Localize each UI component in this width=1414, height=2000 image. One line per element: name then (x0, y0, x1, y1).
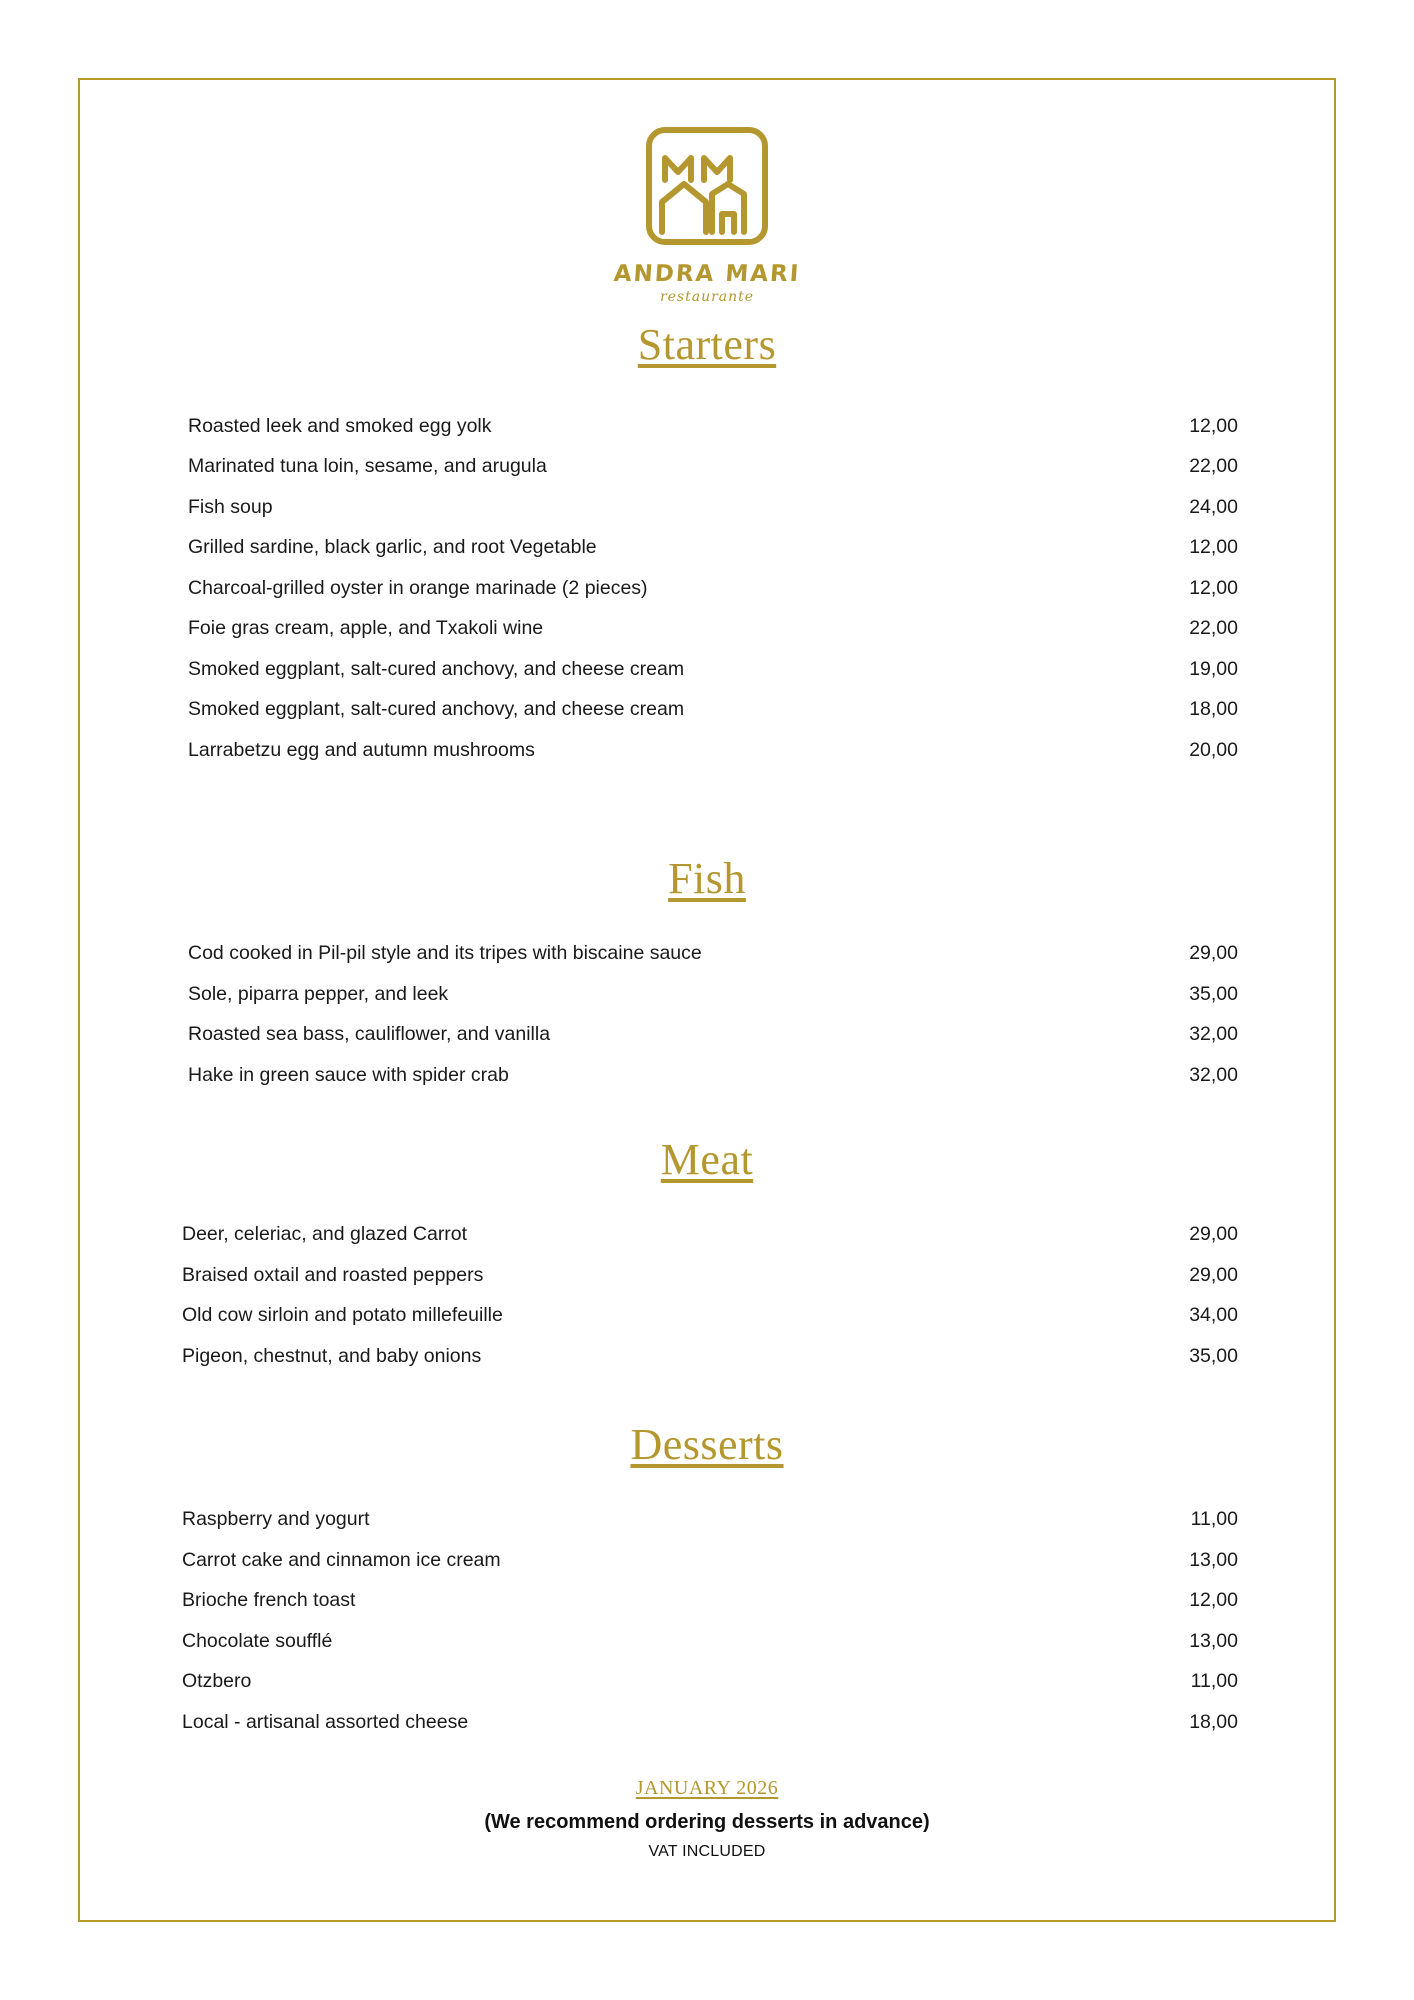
menu-item-name: Chocolate soufflé (182, 1629, 333, 1652)
menu-item-price: 18,00 (1189, 1710, 1238, 1733)
menu-item (174, 406, 1240, 447)
section-title-starters: Starters (637, 320, 777, 369)
menu-item-price: 22,00 (1189, 455, 1238, 477)
menu-item (174, 649, 1240, 690)
menu-item (174, 1621, 1240, 1662)
menu-list-meat (174, 1215, 1240, 1377)
menu-item-name: Sole, piparra pepper, and leek (188, 982, 449, 1005)
menu-item (174, 1500, 1240, 1541)
menu-item (174, 447, 1240, 488)
menu-item (174, 487, 1240, 528)
menu-item-name: Foie gras cream, apple, and Txakoli wine (188, 617, 544, 639)
menu-item-price: 32,00 (1189, 1023, 1238, 1045)
menu-item-price: 12,00 (1189, 1589, 1238, 1611)
menu-item-name: Smoked eggplant, salt-cured anchovy, and cheese cream (188, 698, 685, 720)
menu-item-price: 32,00 (1189, 1063, 1238, 1086)
menu-item-price: 13,00 (1189, 1629, 1238, 1652)
section-title-fish: Fish (668, 853, 746, 903)
menu-item-price: 12,00 (1189, 536, 1238, 558)
menu-item-name: Braised oxtail and roasted peppers (182, 1263, 484, 1286)
menu-item-price: 29,00 (1189, 942, 1238, 964)
menu-item-name: Smoked eggplant, salt-cured anchovy, and cheese cream (188, 657, 685, 680)
menu-item (174, 1540, 1240, 1581)
menu-item-price: 11,00 (1190, 1508, 1238, 1530)
menu-item-price: 34,00 (1189, 1304, 1238, 1326)
menu-item-name: Old cow sirloin and potato millefeuille (182, 1304, 503, 1326)
menu-item-name: Deer, celeriac, and glazed Carrot (182, 1223, 468, 1245)
menu-item-price: 29,00 (1189, 1223, 1238, 1245)
menu-item-name: Local - artisanal assorted cheese (182, 1710, 469, 1733)
menu-content (78, 78, 1336, 1922)
menu-item-price: 35,00 (1189, 1344, 1238, 1367)
menu-item-name: Pigeon, chestnut, and baby onions (182, 1344, 482, 1367)
vat-note: VAT INCLUDED (648, 1842, 766, 1860)
menu-item (174, 528, 1240, 569)
menu-item-name: Cod cooked in Pil-pil style and its tripes with biscaine sauce (188, 942, 702, 964)
menu-item (174, 974, 1240, 1015)
menu-item (174, 568, 1240, 609)
menu-item-name: Roasted leek and smoked egg yolk (188, 414, 492, 437)
section-title-meat: Meat (660, 1134, 754, 1184)
menu-item (174, 1662, 1240, 1703)
menu-item (174, 934, 1240, 975)
menu-list-starters (174, 406, 1240, 771)
menu-item-price: 11,00 (1190, 1670, 1238, 1692)
brand-name: ANDRA MARI (612, 261, 802, 287)
menu-list-fish (174, 934, 1240, 1096)
menu-item-price: 22,00 (1189, 617, 1238, 639)
menu-item (174, 1215, 1240, 1256)
menu-footer (174, 1777, 1240, 1861)
menu-item-name: Hake in green sauce with spider crab (188, 1063, 509, 1086)
menu-item-price: 19,00 (1189, 657, 1238, 680)
menu-list-desserts (174, 1500, 1240, 1743)
menu-item-name: Brioche french toast (182, 1589, 356, 1611)
dessert-advance-note: (We recommend ordering desserts in advance) (484, 1810, 930, 1833)
section-title-desserts: Desserts (630, 1419, 784, 1469)
restaurant-logo (174, 122, 1240, 305)
menu-item-price: 24,00 (1189, 495, 1238, 518)
menu-date: JANUARY 2026 (635, 1776, 779, 1799)
menu-item-name: Otzbero (182, 1670, 252, 1692)
menu-item-price: 13,00 (1189, 1548, 1238, 1571)
menu-item-name: Larrabetzu egg and autumn mushrooms (188, 738, 535, 761)
menu-item (174, 1296, 1240, 1337)
menu-item (174, 1055, 1240, 1096)
menu-item (174, 1702, 1240, 1743)
menu-item-name: Raspberry and yogurt (182, 1508, 370, 1530)
menu-item-name: Carrot cake and cinnamon ice cream (182, 1548, 501, 1571)
menu-item (174, 1255, 1240, 1296)
menu-item-price: 12,00 (1189, 576, 1238, 599)
menu-item-price: 18,00 (1189, 698, 1238, 720)
menu-item (174, 690, 1240, 731)
menu-item-name: Roasted sea bass, cauliflower, and vanilla (188, 1023, 551, 1045)
menu-item-price: 20,00 (1189, 738, 1238, 761)
menu-item-name: Grilled sardine, black garlic, and root Vegetable (188, 536, 597, 558)
menu-item (174, 1336, 1240, 1377)
menu-item-name: Fish soup (188, 495, 273, 518)
menu-item (174, 609, 1240, 650)
house-logo-icon (632, 122, 782, 252)
menu-item-name: Charcoal-grilled oyster in orange marinade (2 pieces) (188, 576, 648, 599)
menu-item-name: Marinated tuna loin, sesame, and arugula (188, 455, 547, 477)
menu-item (174, 730, 1240, 771)
menu-item-price: 35,00 (1189, 982, 1238, 1005)
menu-item-price: 29,00 (1189, 1263, 1238, 1286)
menu-item (174, 1015, 1240, 1056)
brand-subtitle: restaurante (659, 289, 755, 305)
menu-item-price: 12,00 (1189, 414, 1238, 437)
menu-item (174, 1581, 1240, 1622)
